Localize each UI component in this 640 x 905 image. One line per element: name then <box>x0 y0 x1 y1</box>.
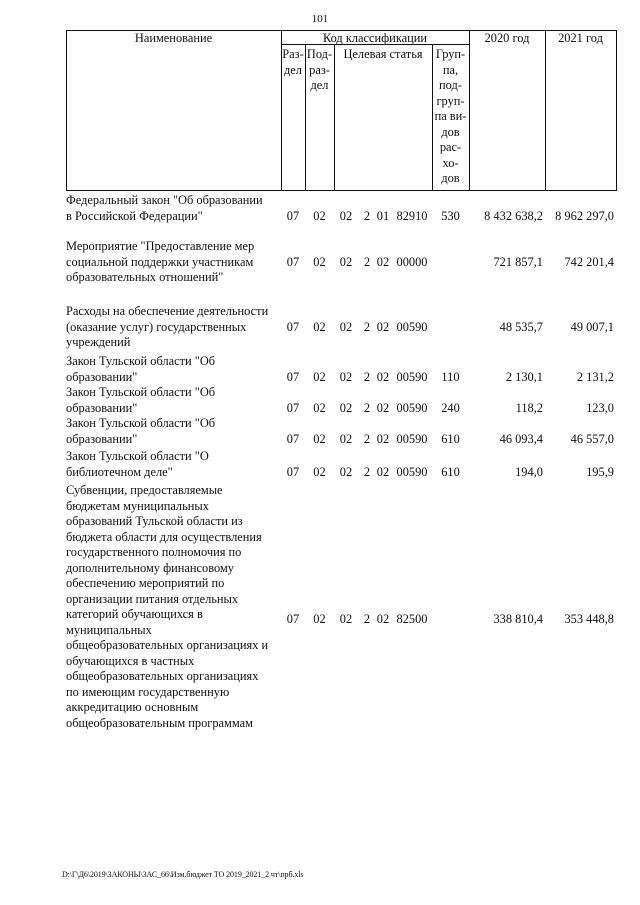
row-name: по имеющим государственную <box>66 684 230 699</box>
row-expense-group: 610 <box>441 431 460 446</box>
header-expense-group: па ви- <box>434 109 467 123</box>
row-name: государственного полномочия по <box>66 545 242 559</box>
header-podrazdel: Под- <box>306 47 333 61</box>
row-podrazdel: 02 <box>313 369 326 384</box>
row-target-article: 02 <box>376 464 390 479</box>
row-name: учреждений <box>66 335 131 349</box>
row-target-article: 00590 <box>396 464 428 479</box>
row-razdel: 07 <box>286 254 300 269</box>
row-target-article: 00590 <box>396 369 428 384</box>
row-name: (оказание услуг) государственных <box>66 319 247 334</box>
row-target-article: 01 <box>376 208 390 223</box>
row-target-article: 82910 <box>396 208 428 223</box>
row-name: общеобразовательных организациях и <box>66 638 269 652</box>
header-expense-group: дов <box>441 171 460 185</box>
row-name: Закон Тульской области "Об <box>66 416 216 430</box>
row-value-2020: 338 810,4 <box>493 612 543 626</box>
row-value-2021: 46 557,0 <box>570 431 614 446</box>
row-target-article: 02 <box>339 400 353 415</box>
row-target-article: 02 <box>339 431 353 446</box>
row-value-2020: 48 535,7 <box>499 319 543 334</box>
row-podrazdel: 02 <box>313 319 326 334</box>
row-target-article: 2 <box>363 400 371 415</box>
row-target-article: 02 <box>376 400 390 415</box>
row-target-article: 02 <box>376 319 390 334</box>
header-expense-group: дов <box>441 124 460 139</box>
row-value-2021: 2 131,2 <box>576 369 614 384</box>
row-value-2021: 353 448,8 <box>564 612 614 626</box>
header-podrazdel: раз- <box>309 62 330 77</box>
row-name: библиотечном деле" <box>66 464 173 479</box>
header-subcolumn-border <box>334 44 335 191</box>
row-podrazdel: 02 <box>313 400 326 415</box>
row-target-article: 2 <box>363 208 371 223</box>
row-podrazdel: 02 <box>313 612 326 626</box>
header-razdel: Раз- <box>282 47 304 61</box>
row-razdel: 07 <box>286 612 300 626</box>
row-value-2020: 721 857,1 <box>493 254 543 269</box>
row-target-article: 2 <box>363 319 371 334</box>
header-expense-group: под- <box>439 78 462 92</box>
header-column-border <box>616 30 617 191</box>
row-value-2021: 123,0 <box>586 400 614 415</box>
row-name: бюджета области для осуществления <box>66 529 262 544</box>
row-razdel: 07 <box>286 208 300 223</box>
row-podrazdel: 02 <box>313 431 326 446</box>
row-name: Мероприятие "Предоставление мер <box>66 239 255 253</box>
row-name: образований Тульской области из <box>66 514 243 528</box>
row-name: муниципальных <box>66 622 152 637</box>
row-name: дополнительному финансовому <box>66 560 234 575</box>
header-expense-group: хо- <box>442 155 459 170</box>
row-target-article: 02 <box>339 319 353 334</box>
header-year-2021: 2021 год <box>558 31 603 45</box>
row-name: обучающихся в частных <box>66 653 195 668</box>
row-target-article: 00590 <box>396 319 428 334</box>
row-target-article: 82500 <box>396 612 428 626</box>
row-target-article: 02 <box>339 612 353 626</box>
row-name: обеспечению мероприятий по <box>66 576 225 590</box>
row-name: образовании" <box>66 369 138 384</box>
header-column-border <box>545 30 546 191</box>
header-target-article: Целевая статья <box>343 47 423 61</box>
row-target-article: 2 <box>363 254 371 269</box>
header-column-border <box>469 30 470 191</box>
row-expense-group: 530 <box>441 208 460 223</box>
page-number: 101 <box>311 13 329 25</box>
row-name: образовательных отношений" <box>66 270 224 284</box>
row-value-2020: 46 093,4 <box>499 431 543 446</box>
row-name: бюджетам муниципальных <box>66 498 209 513</box>
row-value-2021: 49 007,1 <box>570 319 614 334</box>
row-target-article: 2 <box>363 612 371 626</box>
row-podrazdel: 02 <box>313 208 326 223</box>
row-target-article: 00000 <box>396 254 428 269</box>
row-razdel: 07 <box>286 369 300 384</box>
row-name: категорий обучающихся в <box>66 607 203 621</box>
row-value-2021: 8 962 297,0 <box>555 208 614 223</box>
row-expense-group: 240 <box>441 400 460 415</box>
row-name: образовании" <box>66 431 138 446</box>
row-razdel: 07 <box>286 319 300 334</box>
row-target-article: 02 <box>376 431 390 446</box>
row-target-article: 00590 <box>396 400 428 415</box>
row-target-article: 02 <box>339 369 353 384</box>
row-target-article: 00590 <box>396 431 428 446</box>
header-expense-group: па, <box>442 62 459 77</box>
row-name: Федеральный закон "Об образовании <box>66 193 263 207</box>
footer-path: D:\Г\Д6\2019\ЗАКОНЫ\ЗАС_66\Изм.бюджет ТО 2019_2021_2 чт\прб.xls <box>62 870 304 879</box>
header-podrazdel: дел <box>310 78 329 92</box>
row-name: аккредитацию основным <box>66 700 199 714</box>
row-value-2020: 194,0 <box>515 464 543 479</box>
row-target-article: 02 <box>339 464 353 479</box>
row-value-2020: 8 432 638,2 <box>484 208 543 223</box>
row-target-article: 02 <box>376 612 390 626</box>
row-expense-group: 610 <box>441 464 460 479</box>
header-razdel: дел <box>284 62 302 77</box>
header-year-2020: 2020 год <box>484 31 530 45</box>
row-razdel: 07 <box>286 464 300 479</box>
header-column-border <box>66 30 67 191</box>
row-razdel: 07 <box>286 431 300 446</box>
row-podrazdel: 02 <box>313 254 326 269</box>
row-name: социальной поддержки участникам <box>66 254 254 269</box>
row-target-article: 2 <box>363 431 371 446</box>
row-name: в Российской Федерации" <box>66 208 203 223</box>
row-name: Субвенции, предоставляемые <box>66 483 223 497</box>
row-value-2021: 195,9 <box>586 464 614 479</box>
row-razdel: 07 <box>286 400 300 415</box>
row-name: образовании" <box>66 400 138 415</box>
row-target-article: 02 <box>339 254 353 269</box>
row-target-article: 2 <box>363 369 371 384</box>
row-name: общеобразовательным программам <box>66 715 253 730</box>
header-bottom-border <box>66 190 616 191</box>
row-name: Расходы на обеспечение деятельности <box>66 304 269 318</box>
row-target-article: 2 <box>363 464 371 479</box>
row-podrazdel: 02 <box>313 464 326 479</box>
row-name: Закон Тульской области "Об <box>66 385 216 399</box>
header-code: Код классификации <box>322 31 428 45</box>
row-name: Закон Тульской области "Об <box>66 354 216 368</box>
header-name: Наименование <box>134 31 213 45</box>
row-value-2021: 742 201,4 <box>564 254 614 269</box>
row-name: организации питания отдельных <box>66 591 239 606</box>
row-target-article: 02 <box>376 369 390 384</box>
row-value-2020: 118,2 <box>515 400 543 415</box>
header-expense-group: Груп- <box>435 47 466 61</box>
row-value-2020: 2 130,1 <box>505 369 543 384</box>
row-name: Закон Тульской области "О <box>66 449 209 463</box>
row-name: общеобразовательных организациях <box>66 669 259 683</box>
header-expense-group: груп- <box>436 93 465 108</box>
header-expense-group: рас- <box>439 140 462 154</box>
row-target-article: 02 <box>339 208 353 223</box>
row-expense-group: 110 <box>441 369 460 384</box>
row-target-article: 02 <box>376 254 390 269</box>
